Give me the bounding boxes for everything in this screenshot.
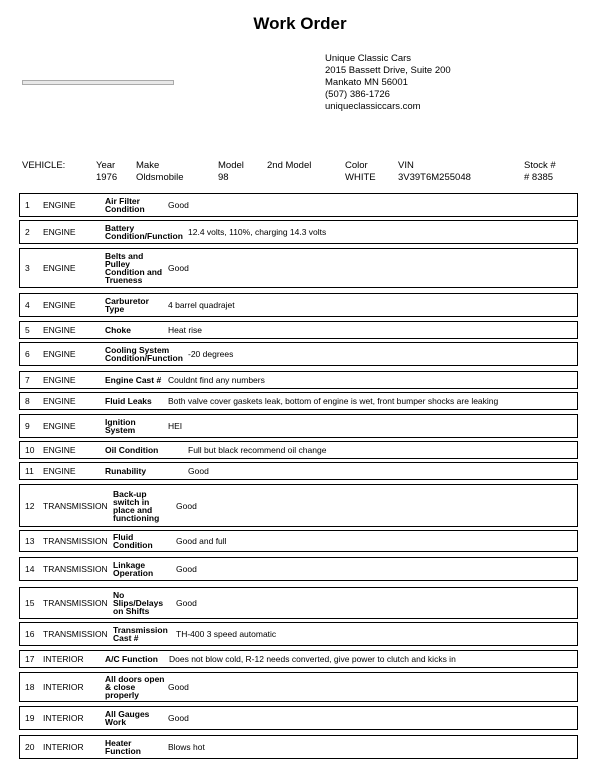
row-number: 10 (25, 445, 35, 455)
model-header: Model (218, 160, 244, 171)
row-number: 1 (25, 200, 30, 210)
row-value: Good (168, 200, 189, 210)
row-number: 5 (25, 325, 30, 335)
table-row (19, 371, 578, 389)
row-number: 19 (25, 713, 35, 723)
row-category: TRANSMISSION (43, 564, 108, 574)
table-row (19, 672, 578, 702)
row-value: Good and full (176, 536, 227, 546)
row-number: 18 (25, 682, 35, 692)
row-number: 13 (25, 536, 35, 546)
row-category: INTERIOR (43, 682, 84, 692)
color-header: Color (345, 160, 368, 171)
row-value: Good (176, 500, 197, 511)
row-number: 12 (25, 500, 35, 511)
row-item: Linkage Operation (113, 560, 154, 578)
row-item: Fluid Condition (113, 532, 153, 550)
year-value: 1976 (96, 172, 118, 183)
row-category: ENGINE (43, 349, 76, 359)
row-value: Heat rise (168, 325, 203, 335)
row-item: Battery Condition/Function (105, 223, 183, 241)
row-number: 4 (25, 300, 30, 310)
row-number: 2 (25, 227, 30, 237)
table-row (19, 342, 578, 366)
row-item: Runability (105, 466, 147, 476)
table-row (19, 462, 578, 480)
vin-value: 3V39T6M255048 (398, 172, 471, 183)
row-item: All doors open & close properly (105, 674, 165, 700)
row-category: ENGINE (43, 445, 76, 455)
row-category: ENGINE (43, 325, 76, 335)
page-title: Work Order (253, 14, 347, 33)
table-row (19, 530, 578, 552)
table-row (19, 193, 578, 217)
row-item: Heater Function (105, 738, 141, 756)
row-number: 14 (25, 564, 35, 574)
row-value: Good (168, 713, 189, 723)
table-row (19, 484, 578, 527)
vehicle-label: VEHICLE: (22, 160, 66, 171)
row-category: INTERIOR (43, 654, 84, 664)
row-value: Couldnt find any numbers (168, 375, 265, 385)
make-header: Make (136, 160, 160, 171)
row-category: ENGINE (43, 263, 76, 273)
row-item: Fluid Leaks (105, 396, 152, 406)
row-value: Good (168, 682, 189, 692)
table-row (19, 587, 578, 619)
row-category: ENGINE (43, 300, 76, 310)
row-value: 4 barrel quadrajet (168, 300, 235, 310)
row-value: HEI (168, 421, 183, 431)
row-value: Does not blow cold, R-12 needs converted, give power to clutch and kicks in (169, 654, 456, 664)
row-item: Carburetor Type (105, 296, 149, 314)
company-phone: (507) 386-1726 (325, 89, 390, 100)
logo-placeholder (22, 80, 174, 85)
table-row (19, 441, 578, 459)
table-row (19, 248, 578, 288)
stock-value: # 8385 (524, 172, 554, 183)
row-number: 6 (25, 349, 30, 359)
row-item: Ignition System (105, 417, 136, 435)
year-header: Year (96, 160, 116, 171)
stock-header: Stock # (524, 160, 556, 171)
table-row (19, 321, 578, 339)
table-row (19, 293, 578, 317)
row-number: 20 (25, 742, 35, 752)
row-item: Back-up switch in place and functioning (113, 488, 160, 523)
make-value: Oldsmobile (136, 172, 184, 183)
row-category: INTERIOR (43, 713, 84, 723)
row-item: Belts and Pulley Condition and Trueness (105, 251, 163, 285)
row-category: ENGINE (43, 227, 76, 237)
row-item: Air Filter Condition (105, 196, 145, 214)
row-category: ENGINE (43, 466, 76, 476)
row-category: ENGINE (43, 375, 76, 385)
row-item: Engine Cast # (105, 375, 162, 385)
company-name: Unique Classic Cars (325, 53, 412, 64)
row-number: 17 (25, 654, 35, 664)
row-value: Good (188, 466, 209, 476)
company-address: 2015 Bassett Drive, Suite 200 (325, 65, 451, 76)
row-number: 7 (25, 375, 30, 385)
row-value: -20 degrees (188, 349, 234, 359)
row-value: Both valve cover gaskets leak, bottom of engine is wet, front bumper shocks are leaking (168, 396, 499, 406)
row-category: ENGINE (43, 421, 76, 431)
row-item: A/C Function (105, 654, 158, 664)
row-category: TRANSMISSION (43, 598, 108, 608)
model2-header: 2nd Model (267, 160, 312, 171)
row-value: TH-400 3 speed automatic (176, 629, 277, 639)
table-row (19, 706, 578, 730)
row-number: 15 (25, 598, 35, 608)
row-category: TRANSMISSION (43, 629, 108, 639)
model-value: 98 (218, 172, 229, 183)
row-item: Transmission Cast # (113, 625, 168, 643)
table-row (19, 414, 578, 438)
table-row (19, 392, 578, 410)
row-value: Blows hot (168, 742, 205, 752)
row-number: 3 (25, 263, 30, 273)
row-item: Oil Condition (105, 445, 159, 455)
row-item: Cooling System Condition/Function (105, 345, 183, 363)
row-category: ENGINE (43, 200, 76, 210)
color-value: WHITE (345, 172, 376, 183)
company-website[interactable]: uniqueclassiccars.com (325, 101, 421, 112)
vin-header: VIN (398, 160, 414, 171)
row-category: INTERIOR (43, 742, 84, 752)
row-number: 16 (25, 629, 35, 639)
row-category: ENGINE (43, 396, 76, 406)
company-city: Mankato MN 56001 (325, 77, 408, 88)
row-value: 12.4 volts, 110%, charging 14.3 volts (188, 227, 327, 237)
table-row (19, 220, 578, 244)
row-item: All Gauges Work (105, 709, 150, 727)
row-value: Full but black recommend oil change (188, 445, 327, 455)
table-row (19, 622, 578, 646)
table-row (19, 557, 578, 581)
row-number: 8 (25, 396, 30, 406)
row-category: TRANSMISSION (43, 500, 108, 511)
row-item: No Slips/Delays on Shifts (113, 590, 164, 616)
row-value: Good (176, 564, 197, 574)
row-value: Good (168, 263, 189, 273)
row-number: 9 (25, 421, 30, 431)
row-category: TRANSMISSION (43, 536, 108, 546)
row-item: Choke (105, 325, 131, 335)
row-number: 11 (25, 466, 34, 476)
row-value: Good (176, 598, 197, 608)
company-info (325, 53, 451, 113)
table-row (19, 650, 578, 668)
table-row (19, 735, 578, 759)
